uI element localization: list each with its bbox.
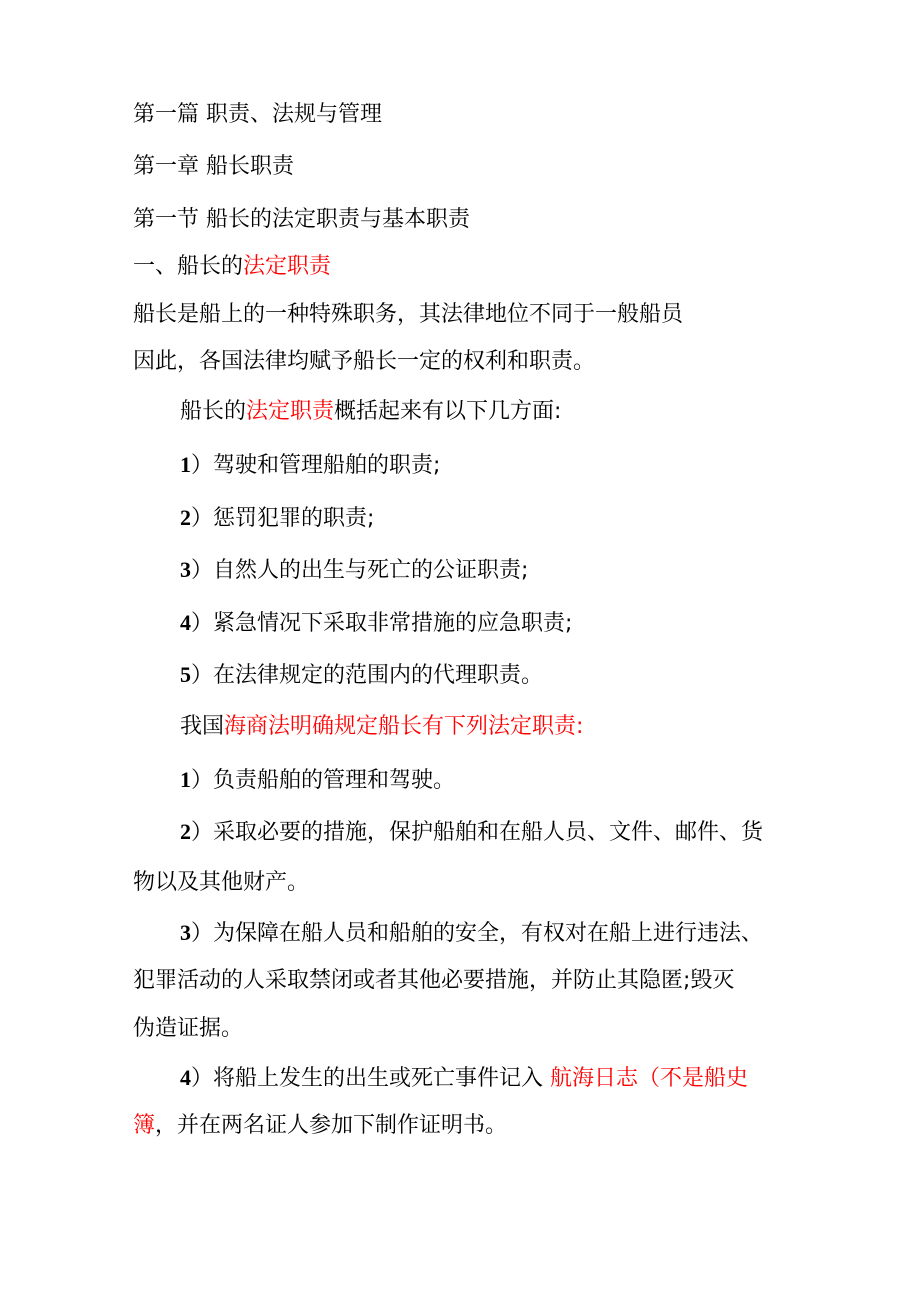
- duty-text: ）自然人的出生与死亡的公证职责;: [191, 558, 529, 583]
- duty-number: 2: [180, 505, 191, 530]
- duty-text: ）紧急情况下采取非常措施的应急职责;: [191, 611, 573, 636]
- law-text-end: ，并在两名证人参加下制作证明书。: [155, 1113, 508, 1138]
- maritime-law-intro: [180, 712, 583, 742]
- law-item: [180, 817, 763, 848]
- duty-number: 5: [180, 662, 191, 687]
- law-text: ）为保障在船人员和船舶的安全，有权对在船上进行违法、: [191, 921, 764, 946]
- duty-number: 1: [180, 452, 191, 477]
- duty-item: [180, 555, 528, 586]
- logbook-highlight-end: 簿: [133, 1113, 156, 1138]
- maritime-law-prefix: 我国: [180, 714, 225, 739]
- duty-item: [180, 450, 440, 481]
- law-text: ）负责船舶的管理和驾驶。: [191, 768, 456, 793]
- chapter-heading: 第一章 船长职责: [133, 154, 294, 179]
- duty-item: [180, 503, 374, 534]
- law-item: [180, 918, 763, 949]
- law-item: [180, 765, 455, 796]
- duty-text: ）惩罚犯罪的职责;: [191, 506, 375, 531]
- law-item: [180, 1063, 748, 1094]
- law-number: 2: [180, 819, 191, 844]
- logbook-highlight: 航海日志（不是船史: [550, 1066, 749, 1091]
- duty-text: ）在法律规定的范围内的代理职责。: [191, 663, 544, 688]
- law-item-continuation: 犯罪活动的人采取禁闭或者其他必要措施，并防止其隐匿;毁灭: [133, 968, 735, 993]
- law-number: 1: [180, 767, 191, 792]
- subsection-heading: [133, 252, 331, 282]
- maritime-law-highlight: 海商法明确规定船长有下列法定职责:: [224, 714, 584, 739]
- law-item-continuation: 伪造证据。: [133, 1016, 244, 1041]
- subsection-prefix: 一、船长的: [133, 254, 244, 279]
- section-heading: 第一节 船长的法定职责与基本职责: [133, 207, 470, 232]
- law-item-continuation: 物以及其他财产。: [133, 870, 310, 895]
- summary-highlight: 法定职责: [246, 399, 335, 424]
- duty-text: ）驾驶和管理船舶的职责;: [191, 453, 441, 478]
- intro-line-2: 因此，各国法律均赋予船长一定的权利和职责。: [133, 349, 596, 374]
- summary-suffix: 概括起来有以下几方面:: [334, 399, 562, 424]
- summary-prefix: 船长的: [180, 399, 247, 424]
- intro-line-1: 船长是船上的一种特殊职务，其法律地位不同于一般船员: [133, 302, 684, 327]
- law-text: ）将船上发生的出生或死亡事件记入: [191, 1066, 550, 1091]
- duty-number: 3: [180, 557, 191, 582]
- duty-item: [180, 660, 543, 691]
- law-number: 4: [180, 1065, 191, 1090]
- law-number: 3: [180, 920, 191, 945]
- summary-paragraph: [180, 397, 561, 427]
- subsection-highlight: 法定职责: [243, 254, 332, 279]
- part-heading: 第一篇 职责、法规与管理: [133, 102, 382, 127]
- duty-item: [180, 608, 572, 639]
- law-text: ）采取必要的措施，保护船舶和在船人员、文件、邮件、货: [191, 820, 764, 845]
- duty-number: 4: [180, 610, 191, 635]
- law-item-continuation: [133, 1111, 507, 1141]
